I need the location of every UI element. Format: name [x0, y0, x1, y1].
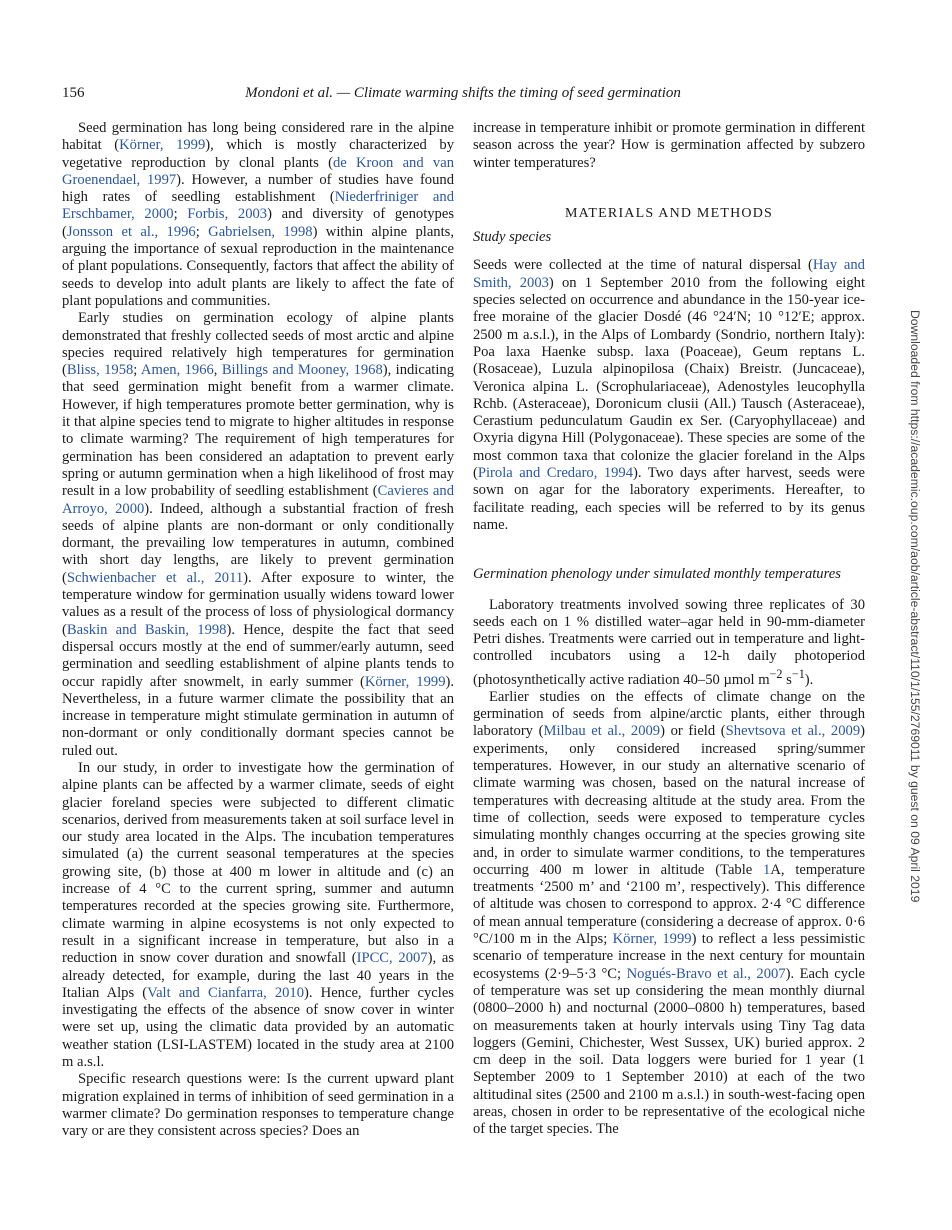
citation-link[interactable]: Körner, 1999: [119, 137, 206, 154]
download-sidebar: [906, 310, 926, 930]
page-number: 156: [62, 85, 85, 101]
left-column: [62, 120, 454, 1141]
citation-link[interactable]: Jonsson et al., 1996: [66, 223, 196, 240]
citation-link[interactable]: IPCC, 2007: [356, 950, 428, 967]
citation-link[interactable]: Hay and Smith, 2003: [473, 257, 865, 291]
citation-link[interactable]: Baskin and Baskin, 1998: [66, 621, 227, 638]
citation-link[interactable]: Pirola and Credaro, 1994: [477, 465, 634, 482]
citation-link[interactable]: Shevtsova et al., 2009: [725, 723, 861, 740]
section-title: MATERIALS AND METHODS: [565, 205, 773, 221]
citation-link[interactable]: Nogués-Bravo et al., 2007: [626, 965, 786, 982]
citation-link[interactable]: Valt and Cianfarra, 2010: [147, 984, 305, 1001]
running-title-author: Mondoni: [245, 85, 300, 101]
methods-paragraph-2: Laboratory treatments involved sowing three replicates of 30 seeds each on 1 % distilled water–agar held in 90-mm-diameter Petri dishes. Treatments were carried out in temperature and light-controlled incubators using a 12-h daily photoperiod (photosynthetically active radiation 40–50 µmol $m^{-2}$ $s^{-1}$).: [473, 596, 865, 688]
citation-link[interactable]: Billings and Mooney, 1968: [221, 362, 383, 379]
citation-link[interactable]: Gabrielsen, 1998: [208, 223, 313, 240]
intro-paragraph-3: In our study, in order to investigate how the germination of alpine plants can be affected by a warmer climate, seeds of eight glacier foreland species were subjected to different climatic scenarios, derived from measurements taken at soil surface level in our study area located in the Alps. The incubation temperatures simulated (a) the current seasonal temperatures at the species growing site, (b) those at 400 m lower in altitude and (c) an increase of 4 °C to the current spring, summer and autumn temperatures recorded at the species growing site. Furthermore, climate warming in alpine ecosystems is not only expected to result in a significant increase in temperature, but also in a reduction in snow cover duration and snowfall (IPCC, 2007), as already detected, for example, during the last 40 years in the Italian Alps (Valt and Cianfarra, 2010). Hence, further cycles investigating the effects of the absence of snow cover in winter were set up, using the climatic data provided by an automatic weather station (LSI-LASTEM) located in the study area at 2100 m a.s.l.: [62, 759, 454, 1071]
download-notice: Downloaded from https://academic.oup.com/aob/article-abstract/110/1/155/2769011 by guest on 09 April 2019: [908, 310, 922, 903]
citation-link[interactable]: Amen, 1966: [140, 362, 214, 379]
citation-link[interactable]: Cavieres and Arroyo, 2000: [62, 483, 454, 517]
citation-link[interactable]: Körner, 1999: [612, 931, 692, 948]
right-column: [473, 120, 865, 1139]
methods-paragraph-3: Earlier studies on the effects of climate change on the germination of seeds from alpine/arctic plants, either through laboratory (Milbau et al., 2009) or field (Shevtsova et al., 2009) experiments, only considered increased spring/summer temperatures. However, in our study an alternative scenario of climate warming was chosen, based on the natural increase of temperatures with decreasing altitude at the study area. From the time of collection, seeds were exposed to temperature cycles simulating monthly changes occurring at the species growing site and, in order to simulate warmer conditions, to the temperatures occurring 400 m lower in altitude (Table 1A, temperature treatments ‘2500 m’ and ‘2100 m’, respectively). This difference of altitude was chosen to correspond to approx. 2·4 °C difference of mean annual temperature (considering a decrease of approx. 0·6 °C/100 m in the Alps; Körner, 1999) to reflect a less pessimistic scenario of temperature increase in the next century for mountain ecosystems (2·9–5·3 °C; Nogués-Bravo et al., 2007). Each cycle of temperature was set up considering the mean monthly diurnal (0800–2000 h) and nocturnal (2000–0800 h) temperatures, based on measurements taken at hourly intervals using Tiny Tag data loggers (Gemini, Chichester, West Sussex, UK) buried approx. 2 cm deep in the soil. Data loggers were buried for 1 year (1 September 2009 to 1 September 2010) at each of the two altitudinal sites (2500 and 2100 m a.s.l.) in south-west-facing open areas, chosen in order to be representative of the ecological niche of the target species. The: [473, 688, 866, 1138]
subsection-heading: Study species: [473, 229, 552, 246]
citation-link[interactable]: Milbau et al., 2009: [543, 723, 661, 740]
intro-paragraph-1: Seed germination has long being considered rare in the alpine habitat (Körner, 1999), which is mostly characterized by vegetative reproduction by clonal plants (de Kroon and van Groenendael, 1997). However, a number of studies have found high rates of seedling establishment (Niederfriniger and Erschbamer, 2000; Forbis, 2003) and diversity of genotypes (Jonsson et al., 1996; Gabrielsen, 1998) within alpine plants, arguing the importance of sexual reproduction in the maintenance of plant populations. Consequently, factors that affect the ability of seeds to develop into adult plants are likely to affect the fate of plant populations and communities.: [62, 120, 455, 309]
page-header: [62, 85, 864, 107]
citation-link[interactable]: Niederfriniger and Erschbamer, 2000: [62, 189, 454, 223]
citation-link[interactable]: Schwienbacher et al., 2011: [66, 569, 244, 586]
running-title-rest: et al. — Climate warming shifts the timing of seed germination: [299, 85, 681, 101]
citation-link[interactable]: Körner, 1999: [364, 673, 446, 690]
citation-link[interactable]: Forbis, 2003: [187, 206, 268, 223]
methods-paragraph-1: Seeds were collected at the time of natural dispersal (Hay and Smith, 2003) on 1 September 2010 from the following eight species selected on occurrence and abundance in the 150-year ice-free moraine of the glacier Dosdé (46 °24′N; 10 °12′E; approx. 2500 m a.s.l.), in the Alps of Lombardy (Sondrio, northern Italy): Poa laxa Haenke subsp. laxa (Poaceae), Geum reptans L. (Rosaceae), Luzula alpinopilosa (Chaix) Breistr. (Juncaceae), Veronica alpina L. (Scrophulariaceae), Adenostyles leucophylla Rchb. (Asteraceae), Doronicum clusii (All.) Tausch (Asteraceae), Cerastium pedunculatum Gaudin ex Ser. (Caryophyllaceae) and Oxyria digyna Hill (Polygonaceae). These species are some of the most common taxa that colonize the glacier foreland in the Alps (Pirola and Credaro, 1994). Two days after harvest, seeds were sown on agar for the laboratory experiments. Hereafter, to facilitate reading, each species will be referred to by its genus name.: [473, 257, 865, 533]
table-link[interactable]: 1: [763, 861, 771, 878]
intro-paragraph-2: Early studies on germination ecology of alpine plants demonstrated that freshly collected seeds of most arctic and alpine species required relatively high temperatures for germination (Bliss, 1958; Amen, 1966, Billings and Mooney, 1968), indicating that seed germination might benefit from a warmer climate. However, if high temperatures promote better germination, why is it that alpine species tend to migrate to higher altitudes in response to climate warming? The requirement of high temperatures for germination has been considered an adaptation to prevent early spring or autumn germination when a high likelihood of frost may result in a low probability of seedling establishment (Cavieres and Arroyo, 2000). Indeed, although a substantial fraction of fresh seeds of alpine plants are non-dormant or only conditionally dormant, the prevailing low temperatures in autumn, combined with short day lengths, are likely to prevent germination (Schwienbacher et al., 2011). After exposure to winter, the temperature window for germination usually widens toward lower values as a result of the process of loss of physiological dormancy (Baskin and Baskin, 1998). Hence, despite the fact that seed dispersal occurs mostly at the end of summer/early autumn, seed germination and seedling establishment of alpine plants tends to occur rapidly after snowmelt, in early summer (Körner, 1999). Nevertheless, in a future warmer climate the possibility that an increase in temperature might stimulate germination in autumn of non-dormant or only conditionally dormant species cannot be ruled out.: [62, 310, 455, 759]
intro-paragraph-4: Specific research questions were: Is the current upward plant migration explained in terms of inhibition of seed germination in a warmer climate? Do germination responses to temperature change vary or are they consistent across species? Does an: [62, 1071, 454, 1140]
running-title: [62, 85, 864, 102]
citation-link[interactable]: Bliss, 1958: [66, 362, 134, 379]
subsection-heading: Germination phenology under simulated monthly temperatures: [473, 566, 841, 583]
citation-link[interactable]: de Kroon and van Groenendael, 1997: [62, 154, 454, 188]
intro-paragraph-4-continued: increase in temperature inhibit or promote germination in different season across the year? How is germination affected by subzero winter temperatures?: [473, 120, 865, 171]
